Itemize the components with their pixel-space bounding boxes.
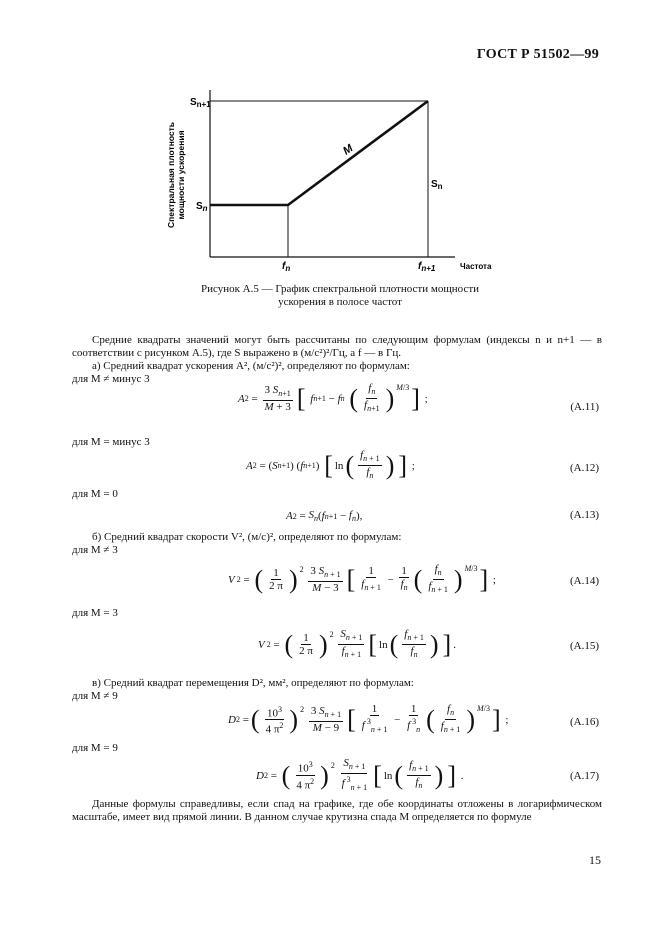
section-c-heading: в) Средний квадрат перемещения D², мм², определяют по формулам: bbox=[92, 677, 414, 689]
figure-caption bbox=[150, 283, 530, 309]
y-axis-title bbox=[166, 122, 186, 228]
section-b-heading: б) Средний квадрат скорости V², (м/с)², определяют по формулам: bbox=[92, 531, 402, 543]
psd-figure bbox=[160, 85, 510, 280]
x-axis-title: Частота bbox=[460, 262, 492, 271]
eq-number-a17: (А.17) bbox=[569, 770, 599, 782]
page-number: 15 bbox=[589, 853, 601, 867]
document-header: ГОСТ Р 51502—99 bbox=[476, 47, 599, 62]
psd-curve bbox=[210, 101, 428, 205]
caption-line2: ускорения в полосе частот bbox=[278, 296, 402, 308]
section-a-cond1: для M ≠ минус 3 bbox=[72, 373, 150, 385]
eq-number-a12: (А.12) bbox=[569, 462, 599, 474]
eq-number-a15: (А.15) bbox=[569, 640, 599, 652]
formula-a13: A 2 = $S_n$ ( f n+1 − $f_n$ ), bbox=[286, 509, 363, 524]
x-tick-high: $f_{n+1}$ bbox=[418, 261, 436, 273]
section-b-cond1: для M ≠ 3 bbox=[72, 544, 118, 556]
formula-a12: A 2 = ( S n+1 ) ( f n+1 ) [ ln ( $\frac{f_{n + 1}}{f_n}$ ) ] ; bbox=[246, 449, 415, 481]
eq-number-a13: (А.13) bbox=[569, 509, 599, 521]
intro-paragraph: Средние квадраты значений могут быть рассчитаны по следующим формулам (индексы n и n+1 — в соответствии с рисунком А.5), где S выражено в (м/с²)²/Гц, а f — в Гц. bbox=[72, 334, 602, 359]
section-a-heading: а) Средний квадрат ускорения A², (м/с²)², определяют по формулам: bbox=[92, 360, 410, 372]
x-tick-low: $f_n$ bbox=[282, 261, 291, 273]
y-axis-title-line2: мощности ускорения bbox=[176, 130, 186, 220]
closing-paragraph: Данные формулы справедливы, если спад на графике, где обе координаты отложены в логарифмическом масштабе, имеет вид прямой линии. В данном случае крутизна спада M определяется по формуле bbox=[72, 798, 602, 823]
y-tick-high: $S_{n+1}$ bbox=[190, 97, 211, 109]
section-a-cond3: для M = 0 bbox=[72, 488, 118, 500]
section-c-cond2: для M = 9 bbox=[72, 742, 118, 754]
right-label: $S_n$ bbox=[431, 179, 443, 191]
y-tick-low: $S_n$ bbox=[196, 201, 208, 213]
y-axis-title-line1: Спектральная плотность bbox=[166, 121, 176, 229]
section-c-cond1: для M ≠ 9 bbox=[72, 690, 118, 702]
formula-a16: D 2 = ( $\frac{10^3}{4 \pi^2}$ ) $^2$ $\frac{3 S_{n + 1}}{M - 9}$ [ $\frac{1}{f ^3_{n + 1}}$ − $\frac{1}{f ^3_n}$ ( $\frac{f_n}{f_{n + 1}}$ ) $^{M /3}$ ] ; bbox=[228, 703, 509, 736]
eq-number-a14: (А.14) bbox=[569, 575, 599, 587]
eq-number-a16: (А.16) bbox=[569, 716, 599, 728]
formula-a17: D 2 = ( $\frac{10^3}{4 \pi^2}$ ) $^2$ $\frac{S_{n + 1}}{f ^3_{n + 1}}$ [ ln ( $\frac{f_{n + 1}}{f_n}$ ) ] . bbox=[256, 757, 464, 793]
caption-line1: Рисунок А.5 — График спектральной плотности мощности bbox=[200, 283, 480, 295]
section-a-cond2: для M = минус 3 bbox=[72, 436, 150, 448]
slope-label: M bbox=[340, 142, 356, 158]
eq-number-a11: (А.11) bbox=[570, 401, 599, 413]
section-b-cond2: для M = 3 bbox=[72, 607, 118, 619]
formula-a15: V 2 = ( $\frac{1}{2 \pi}$ ) $^2$ $\frac{S_{n + 1}}{f_{n + 1}}$ [ ln ( $\frac{f_{n + 1}}{f_n}$ ) ] . bbox=[258, 628, 456, 660]
formula-a14: V 2 = ( $\frac{1}{2 \pi}$ ) $^2$ $\frac{3 S_{n + 1}}{M - 3}$ [ $\frac{1}{f_{n + 1}}$ − $\frac{1}{f_n}$ ( $\frac{f_n}{f_{n + 1}}$ ) $^{M /3}$ ] ; bbox=[228, 563, 496, 595]
formula-a11: A 2 = $\frac{3 S_{n+1}}{M + 3}$ [ f n+1 − f n ( $\frac{f_n}{f_{n+1}}$ ) $^{M /3}$ ] ; bbox=[238, 382, 428, 414]
